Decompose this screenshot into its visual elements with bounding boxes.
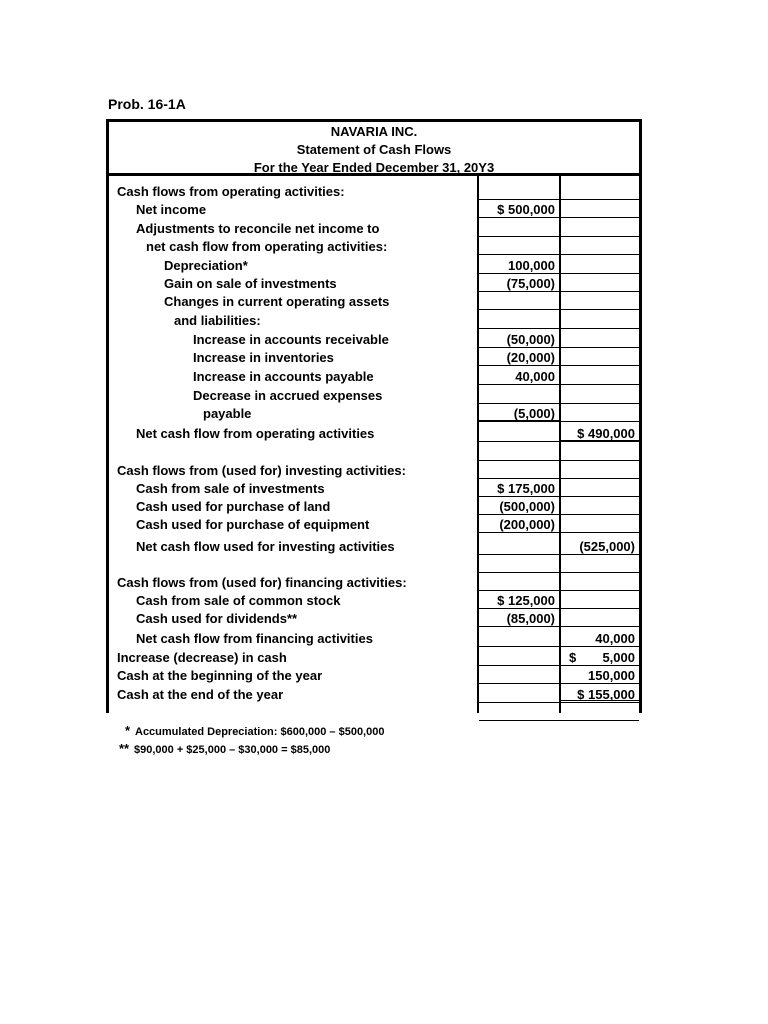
row-label: Cash at the end of the year bbox=[117, 687, 284, 702]
statement-header bbox=[109, 122, 639, 176]
statement-row bbox=[109, 573, 639, 591]
row-label: payable bbox=[203, 406, 252, 421]
statement-row bbox=[109, 330, 639, 348]
total-cell bbox=[561, 219, 639, 237]
total-cell bbox=[561, 703, 639, 721]
amount-cell bbox=[479, 200, 561, 218]
amount-value: (5,000) bbox=[513, 406, 555, 421]
amount-cell bbox=[479, 497, 561, 515]
statement-period: For the Year Ended December 31, 20Y3 bbox=[253, 160, 495, 175]
amount-cell bbox=[479, 555, 561, 573]
total-cell bbox=[561, 311, 639, 329]
row-label: Adjustments to reconcile net income to bbox=[136, 221, 380, 236]
amount-cell bbox=[479, 348, 561, 366]
amount-cell bbox=[479, 609, 561, 627]
total-cell bbox=[561, 348, 639, 366]
row-label: net cash flow from operating activities: bbox=[146, 239, 388, 254]
row-label: Increase (decrease) in cash bbox=[117, 650, 287, 665]
footnote: ** $90,000 + $25,000 – $30,000 = $85,000 bbox=[119, 741, 331, 756]
amount-cell bbox=[479, 330, 561, 348]
total-cell bbox=[561, 367, 639, 385]
total-cell bbox=[561, 685, 639, 703]
amount-cell bbox=[479, 404, 561, 422]
total-cell bbox=[561, 629, 639, 647]
row-label: Increase in inventories bbox=[193, 350, 334, 365]
amount-cell bbox=[479, 274, 561, 292]
row-label: Cash at the beginning of the year bbox=[117, 668, 323, 683]
amount-value: (200,000) bbox=[499, 517, 555, 532]
row-label: Increase in accounts payable bbox=[193, 369, 374, 384]
row-label: Increase in accounts receivable bbox=[193, 332, 389, 347]
total-cell bbox=[561, 609, 639, 627]
total-value: $ 490,000 bbox=[577, 426, 635, 441]
row-label: Cash flows from (used for) investing activities: bbox=[117, 463, 406, 478]
amount-cell bbox=[479, 537, 561, 555]
row-label: Cash from sale of common stock bbox=[136, 593, 341, 608]
statement-row bbox=[109, 609, 639, 627]
amount-cell bbox=[479, 515, 561, 533]
statement-row bbox=[109, 367, 639, 385]
amount-value: (20,000) bbox=[506, 350, 555, 365]
row-label: and liabilities: bbox=[174, 313, 261, 328]
total-cell bbox=[561, 515, 639, 533]
total-cell bbox=[561, 666, 639, 684]
row-label: Depreciation* bbox=[164, 258, 248, 273]
total-cell bbox=[561, 591, 639, 609]
statement-row bbox=[109, 666, 639, 684]
statement-row bbox=[109, 274, 639, 292]
row-label: Cash used for purchase of equipment bbox=[136, 517, 370, 532]
statement-row bbox=[109, 629, 639, 647]
amount-value: $ 500,000 bbox=[497, 202, 555, 217]
total-value: $ 155,000 bbox=[577, 687, 635, 702]
amount-value: (85,000) bbox=[506, 611, 555, 626]
amount-cell bbox=[479, 367, 561, 385]
amount-cell bbox=[479, 703, 561, 721]
statement-row bbox=[109, 386, 639, 404]
total-cell bbox=[561, 386, 639, 404]
statement-title: Statement of Cash Flows bbox=[296, 142, 452, 157]
total-cell bbox=[561, 237, 639, 255]
statement-row bbox=[109, 237, 639, 255]
amount-value: $ 125,000 bbox=[497, 593, 555, 608]
statement-row bbox=[109, 256, 639, 274]
amount-value: 40,000 bbox=[515, 369, 555, 384]
statement-row bbox=[109, 182, 639, 200]
total-cell bbox=[561, 274, 639, 292]
row-label: Cash from sale of investments bbox=[136, 481, 325, 496]
amount-value: 100,000 bbox=[508, 258, 555, 273]
row-label: Changes in current operating assets bbox=[164, 294, 390, 309]
statement-row bbox=[109, 591, 639, 609]
total-cell bbox=[561, 555, 639, 573]
row-label: Cash flows from (used for) financing activities: bbox=[117, 575, 407, 590]
total-cell bbox=[561, 537, 639, 555]
amount-cell bbox=[479, 573, 561, 591]
row-label: Decrease in accrued expenses bbox=[193, 388, 383, 403]
amount-value: (75,000) bbox=[506, 276, 555, 291]
statement-row bbox=[109, 200, 639, 218]
total-cell bbox=[561, 200, 639, 218]
statement-row bbox=[109, 311, 639, 329]
row-label: Gain on sale of investments bbox=[164, 276, 337, 291]
statement-row bbox=[109, 404, 639, 422]
amount-value: (500,000) bbox=[499, 499, 555, 514]
amount-cell bbox=[479, 591, 561, 609]
statement-row bbox=[109, 497, 639, 515]
statement-row bbox=[109, 685, 639, 703]
total-cell bbox=[561, 497, 639, 515]
amount-cell bbox=[479, 424, 561, 442]
statement-row bbox=[109, 461, 639, 479]
statement-row bbox=[109, 555, 639, 573]
row-label: Cash used for purchase of land bbox=[136, 499, 331, 514]
row-label: Cash used for dividends** bbox=[136, 611, 298, 626]
statement-row bbox=[109, 443, 639, 461]
statement-row bbox=[109, 515, 639, 533]
amount-cell bbox=[479, 479, 561, 497]
row-label: Net income bbox=[136, 202, 207, 217]
amount-value: (50,000) bbox=[506, 332, 555, 347]
amount-value: $ 175,000 bbox=[497, 481, 555, 496]
row-label: Net cash flow used for investing activities bbox=[136, 539, 395, 554]
problem-label: Prob. 16-1A bbox=[108, 96, 186, 112]
total-cell bbox=[561, 461, 639, 479]
total-cell bbox=[561, 256, 639, 274]
statement-row bbox=[109, 479, 639, 497]
amount-cell bbox=[479, 292, 561, 310]
amount-cell bbox=[479, 237, 561, 255]
total-value: 5,000 bbox=[602, 650, 635, 665]
statement-row bbox=[109, 292, 639, 310]
total-cell bbox=[561, 404, 639, 422]
statement-row bbox=[109, 219, 639, 237]
amount-cell bbox=[479, 461, 561, 479]
total-cell bbox=[561, 292, 639, 310]
total-cell bbox=[561, 479, 639, 497]
row-label: Cash flows from operating activities: bbox=[117, 184, 345, 199]
amount-cell bbox=[479, 685, 561, 703]
total-cell bbox=[561, 182, 639, 200]
total-value: (525,000) bbox=[579, 539, 635, 554]
row-label: Net cash flow from financing activities bbox=[136, 631, 373, 646]
amount-cell bbox=[479, 648, 561, 666]
dollar-sign: $ bbox=[569, 650, 577, 665]
company-name: NAVARIA INC. bbox=[330, 124, 418, 139]
total-cell bbox=[561, 648, 639, 666]
total-cell bbox=[561, 573, 639, 591]
amount-cell bbox=[479, 629, 561, 647]
footnote: * Accumulated Depreciation: $600,000 – $500,000 bbox=[124, 723, 385, 738]
statement-row bbox=[109, 648, 639, 666]
statement-row bbox=[109, 703, 639, 721]
total-cell bbox=[561, 443, 639, 461]
amount-cell bbox=[479, 666, 561, 684]
statement-row bbox=[109, 537, 639, 555]
statement-row bbox=[109, 424, 639, 442]
statement-row bbox=[109, 348, 639, 366]
amount-cell bbox=[479, 443, 561, 461]
amount-cell bbox=[479, 219, 561, 237]
total-cell bbox=[561, 424, 639, 442]
amount-cell bbox=[479, 182, 561, 200]
total-cell bbox=[561, 330, 639, 348]
amount-cell bbox=[479, 386, 561, 404]
row-label: Net cash flow from operating activities bbox=[136, 426, 375, 441]
total-value: 40,000 bbox=[595, 631, 635, 646]
total-value: 150,000 bbox=[588, 668, 635, 683]
amount-cell bbox=[479, 311, 561, 329]
amount-cell bbox=[479, 256, 561, 274]
cash-flow-statement bbox=[106, 119, 642, 713]
